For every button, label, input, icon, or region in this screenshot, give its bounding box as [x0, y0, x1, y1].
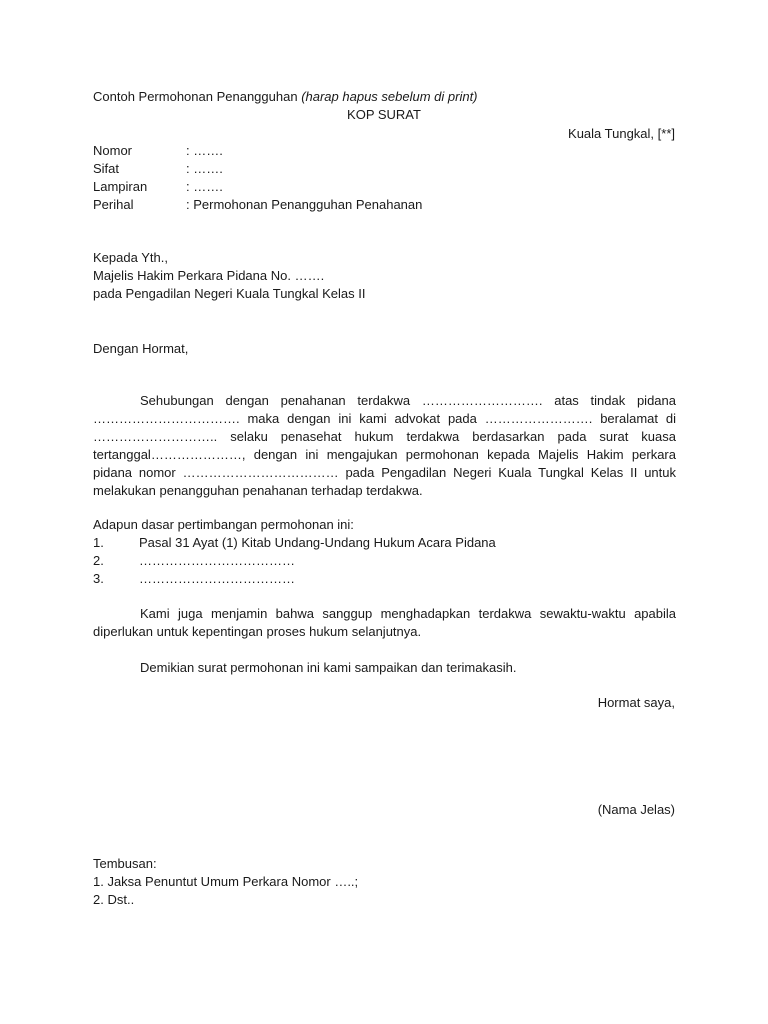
list-item-number: 3.: [93, 571, 104, 586]
list-item-text: Pasal 31 Ayat (1) Kitab Undang-Undang Hukum Acara Pidana: [139, 535, 496, 550]
meta-value-perihal: : Permohonan Penangguhan Penahanan: [186, 197, 423, 212]
body-paragraph-1: [93, 392, 676, 500]
meta-value-nomor: : …….: [186, 143, 223, 158]
paragraph-text: Sehubungan dengan penahanan terdakwa ………………………. atas tindak pidana ……………………………. maka dengan ini kami advokat pada ……………………. beralamat di ……………………….. selaku penasehat hukum terdakwa berdasarkan pada surat kuasa tertanggal…………………, dengan ini mengajukan permohonan kepada Majelis Hakim perkara pidana nomor ……………………………… pada Pengadilan Negeri Kuala Tungkal Kelas II untuk melakukan penangguhan penahanan terhadap terdakwa.: [93, 393, 676, 498]
list-item-number: 1.: [93, 535, 104, 550]
basis-intro: Adapun dasar pertimbangan permohonan ini:: [93, 517, 354, 532]
greeting: Dengan Hormat,: [93, 341, 189, 356]
meta-value-sifat: : …….: [186, 161, 223, 176]
meta-value-lampiran: : …….: [186, 179, 223, 194]
list-item-text: ………………………………: [139, 553, 295, 568]
place-date: Kuala Tungkal, [**]: [568, 126, 675, 141]
document-title-note: (harap hapus sebelum di print): [301, 89, 478, 104]
cc-item: 2. Dst..: [93, 892, 135, 907]
list-item-number: 2.: [93, 553, 104, 568]
document-title: Contoh Permohonan Penangguhan: [93, 89, 298, 104]
paragraph-text: Demikian surat permohonan ini kami sampaikan dan terimakasih.: [140, 660, 517, 675]
recipient-line: pada Pengadilan Negeri Kuala Tungkal Kelas II: [93, 286, 366, 301]
paragraph-text: Kami juga menjamin bahwa sanggup menghadapkan terdakwa sewaktu-waktu apabila diperlukan untuk kepentingan proses hukum selanjutnya.: [93, 606, 676, 639]
meta-label-lampiran: Lampiran: [93, 179, 148, 194]
document-heading: [93, 88, 478, 106]
closing-regards: Hormat saya,: [597, 695, 675, 710]
list-item-text: ………………………………: [139, 571, 295, 586]
recipient-line: Majelis Hakim Perkara Pidana No. …….: [93, 268, 325, 283]
recipient-line: Kepada Yth.,: [93, 250, 168, 265]
signatory-name: (Nama Jelas): [597, 802, 675, 817]
cc-item: 1. Jaksa Penuntut Umum Perkara Nomor …..;: [93, 874, 359, 889]
body-paragraph-3: [93, 659, 676, 677]
meta-label-sifat: Sifat: [93, 161, 120, 176]
meta-label-nomor: Nomor: [93, 143, 133, 158]
meta-label-perihal: Perihal: [93, 197, 134, 212]
body-paragraph-2: [93, 605, 676, 641]
letterhead-placeholder: KOP SURAT: [347, 107, 421, 122]
cc-title: Tembusan:: [93, 856, 157, 871]
